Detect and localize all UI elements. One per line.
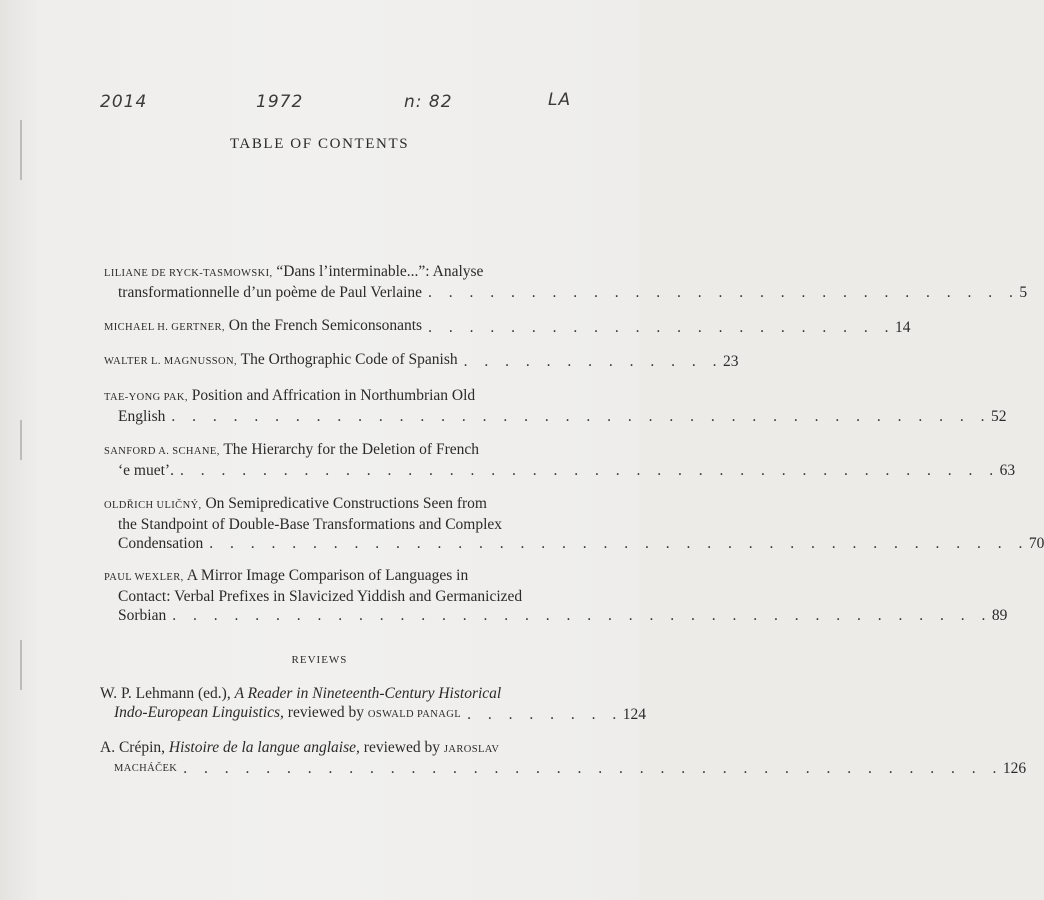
toc-title-line: Contact: Verbal Prefixes in Slavicized Yiddish and Germanicized — [118, 588, 523, 605]
review-author: A. Crépin, — [100, 739, 166, 756]
toc-title-line: transformationnelle d’un poème de Paul Verlaine — [118, 284, 423, 301]
toc-title-line: English — [118, 408, 166, 425]
toc-author: TAE-YONG PAK, — [104, 392, 188, 403]
toc-page-number: 89 — [991, 607, 1008, 624]
toc-page-number: 14 — [894, 319, 911, 336]
toc-entry: WALTER L. MAGNUSSON, The Orthographic Code of Spanish . . . . . . . . . . . . . 23 — [104, 351, 739, 370]
toc-title-line: “Dans l’interminable...”: Analyse — [276, 263, 484, 280]
toc-title-line: ‘e muet’. — [118, 462, 174, 479]
toc-entry: MICHAEL H. GERTNER, On the French Semiconsonants . . . . . . . . . . . . . . . . . . . . . . . 14 — [104, 317, 911, 336]
toc-author: OLDŘICH ULIČNÝ, — [104, 500, 202, 511]
review-book-title: A Reader in Nineteenth-Century Historical — [234, 685, 502, 702]
review-editor: W. P. Lehmann (ed.), — [100, 685, 231, 702]
review-by: reviewed by — [363, 739, 440, 756]
toc-entry: PAUL WEXLER, A Mirror Image Comparison of Languages in Contact: Verbal Prefixes in Slavicized Yiddish and Germanicized Sorbian . . . . . . . . . . . . . . . . . . . . . . . . . . . . . . . . . . . . . . . . 89 — [104, 567, 1008, 624]
handwritten-note-left: 2014 — [100, 92, 148, 112]
review-entry: W. P. Lehmann (ed.), A Reader in Nineteenth-Century Historical Indo-European Linguistics, reviewed by OSWALD PANAGL . . . . . . . . 124 — [100, 685, 646, 723]
review-by: reviewed by — [287, 704, 364, 721]
toc-title-line: The Orthographic Code of Spanish — [240, 351, 458, 368]
review-book-title: Indo-European Linguistics, — [114, 704, 284, 721]
toc-entry: OLDŘICH ULIČNÝ, On Semipredicative Constructions Seen from the Standpoint of Double-Base Transformations and Complex Condensation . . . . . . . . . . . . . . . . . . . . . . . . . . . . . . . . . . . . . . . . 70 — [104, 495, 1044, 552]
page-title: TABLE OF CONTENTS — [229, 136, 410, 152]
toc-author: PAUL WEXLER, — [104, 572, 184, 583]
reviews-heading: REVIEWS — [291, 654, 348, 666]
toc-page-number: 23 — [723, 353, 739, 370]
toc-page-number: 5 — [1019, 284, 1028, 301]
toc-page-number: 52 — [991, 408, 1007, 425]
review-page-number: 124 — [622, 706, 646, 723]
toc-title-line: Condensation — [118, 535, 204, 552]
toc-author: MICHAEL H. GERTNER, — [104, 322, 225, 333]
toc-entry: SANFORD A. SCHANE, The Hierarchy for the Deletion of French ‘e muet’. . . . . . . . . . . . . . . . . . . . . . . . . . . . . . . . . . . . . . . . . 63 — [104, 441, 1016, 479]
review-reviewer: MACHÁČEK — [114, 763, 178, 774]
toc-author: WALTER L. MAGNUSSON, — [104, 356, 238, 367]
edge-mark — [20, 420, 22, 460]
toc-entry: TAE-YONG PAK, Position and Affrication in Northumbrian Old English . . . . . . . . . . . . . . . . . . . . . . . . . . . . . . . . . . . . . . . . 52 — [104, 387, 1007, 425]
toc-author: LILIANE DE RYCK-TASMOWSKI, — [104, 268, 273, 279]
handwritten-initials: LA — [548, 90, 572, 110]
review-book-title: Histoire de la langue anglaise, — [168, 739, 360, 756]
handwritten-year: 1972 — [256, 92, 304, 112]
toc-title-line: Sorbian — [118, 607, 167, 624]
toc-page-number: 70 — [1028, 535, 1044, 552]
review-entry: A. Crépin, Histoire de la langue anglaise, reviewed by JAROSLAV MACHÁČEK . . . . . . . . . . . . . . . . . . . . . . . . . . . . . . . . . . . . . . . . 126 — [100, 739, 1027, 777]
toc-title-line: The Hierarchy for the Deletion of French — [223, 441, 479, 458]
toc-title-line: the Standpoint of Double-Base Transformations and Complex — [118, 516, 503, 533]
toc-author: SANFORD A. SCHANE, — [104, 446, 220, 457]
toc-title-line: On Semipredicative Constructions Seen from — [205, 495, 487, 512]
toc-entry: LILIANE DE RYCK-TASMOWSKI, “Dans l’interminable...”: Analyse transformationnelle d’un poème de Paul Verlaine . . . . . . . . . . . . . . . . . . . . . . . . . . . . . 5 — [104, 263, 1028, 301]
handwritten-number: n: 82 — [404, 92, 453, 112]
toc-title-line: On the French Semiconsonants — [228, 317, 423, 334]
toc-title-line: Position and Affrication in Northumbrian Old — [191, 387, 476, 404]
review-reviewer: JAROSLAV — [443, 744, 500, 755]
review-reviewer: OSWALD PANAGL — [367, 709, 462, 720]
review-page-number: 126 — [1002, 760, 1027, 777]
toc-page-number: 63 — [999, 462, 1016, 479]
toc-title-line: A Mirror Image Comparison of Languages in — [186, 567, 469, 584]
